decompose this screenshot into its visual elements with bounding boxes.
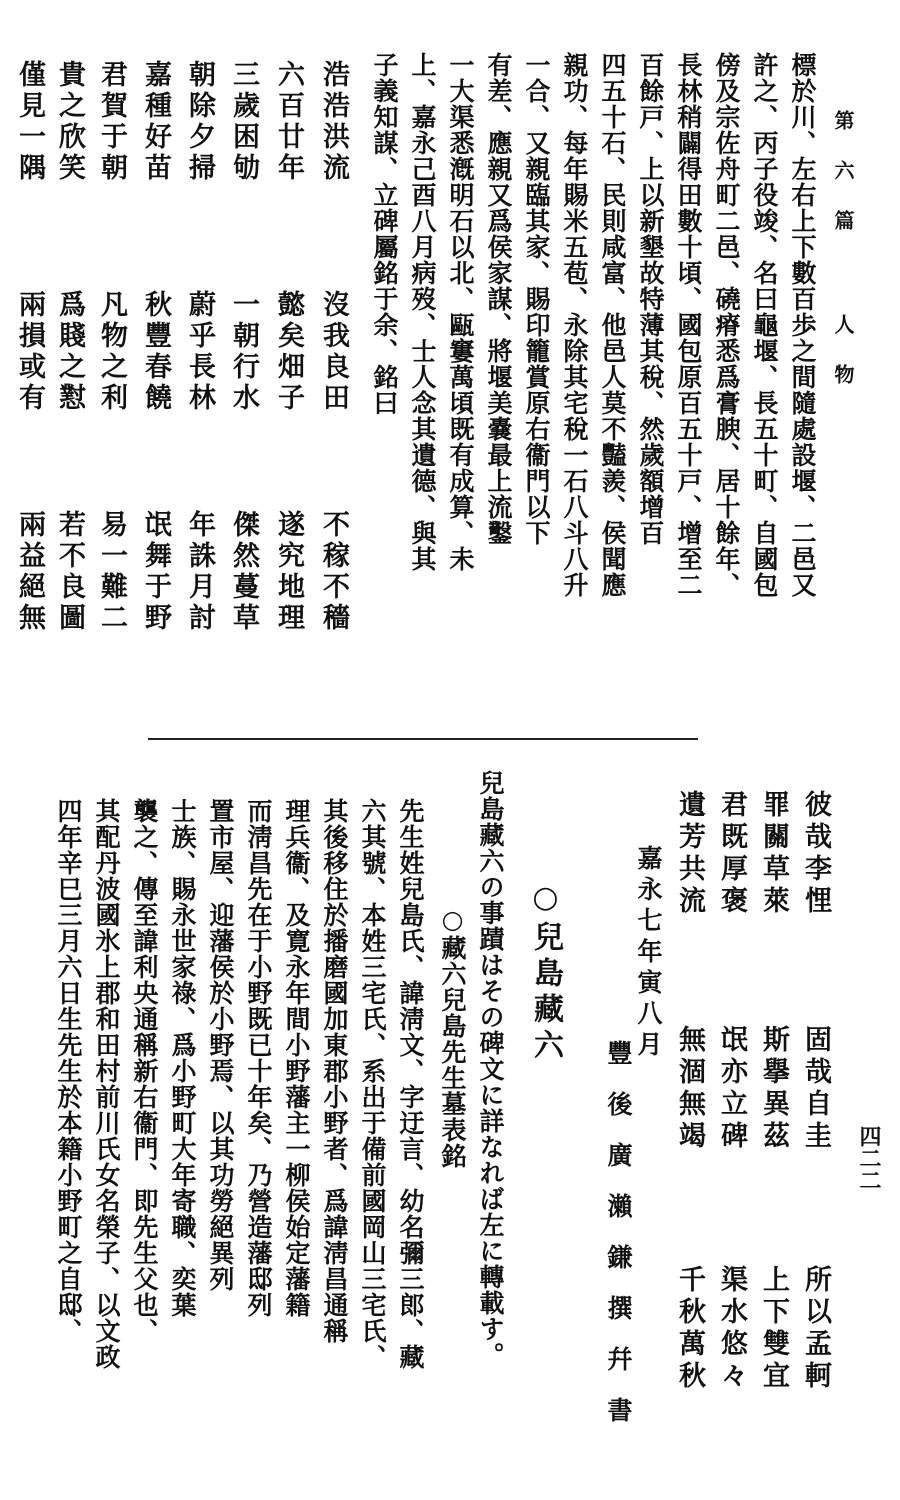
verse-line: 爲賤之懟 (54, 290, 85, 414)
verse-line: 遺芳共流 (674, 790, 705, 918)
verse-line: 君賀于朝 (96, 60, 127, 184)
section-intro: 兒島藏六の事蹟はその碑文に詳なれば左に轉載す。 (476, 770, 505, 1368)
prose-column: 四年辛巳三月六日生先生於本籍小野町之自邸、 (54, 798, 83, 1344)
verse-line: 蔚乎長林 (184, 290, 215, 414)
prose-column: 先生姓兒島氏、諱淸文、字迂言、幼名彌三郎、藏 (396, 798, 425, 1370)
prose-column: 一大渠悉漑明石以北、甌窶萬頃既有成算、未 (446, 52, 475, 572)
verse-line: 所以孟軻 (800, 1265, 831, 1393)
prose-column: 而淸昌先在于小野既已十年矣、乃營造藩邸列 (244, 798, 273, 1318)
verse-line: 遂究地理 (273, 510, 304, 634)
prose-column: 其後移住於播磨國加東郡小野者、爲諱淸昌通稱 (320, 798, 349, 1344)
section-divider (148, 738, 698, 740)
verse-line: 氓舞于野 (140, 510, 171, 634)
verse-line: 凡物之利 (96, 290, 127, 414)
prose-column: 傍及宗佐舟町二邑、磽瘠悉爲膏腴、居十餘年、 (712, 52, 741, 598)
verse-line: 三歲困劬 (228, 60, 259, 184)
prose-column: 四五十石、民則咸富、他邑人莫不豔羨、侯聞應 (598, 52, 627, 598)
verse-line: 貴之欣笑 (54, 60, 85, 184)
prose-column: 長林稍闢得田數十頃、國包原百五十戸、增至二 (674, 52, 703, 598)
prose-column: 上、嘉永己酉八月病歿、士人念其遺德、與其 (408, 52, 437, 572)
inscription-author: 豐後廣瀨鎌撰幷書 (604, 1040, 633, 1448)
verse-line: 傑然蔓草 (228, 510, 259, 634)
verse-line: 千秋萬秋 (674, 1265, 705, 1393)
section-subtitle: ○藏六兒島先生墓表銘 (438, 905, 467, 1169)
verse-line: 朝除夕掃 (184, 60, 215, 184)
verse-line: 僅見一隅 (14, 60, 45, 184)
chapter-header: 第六篇 人物 (831, 110, 855, 414)
verse-line: 彼哉李悝 (800, 790, 831, 918)
prose-column: 襲之、傳至諱利央通稱新右衞門、即先生父也、 (130, 798, 159, 1344)
verse-line: 渠水悠々 (716, 1265, 747, 1393)
verse-line: 無涸無竭 (674, 1025, 705, 1153)
prose-column: 六其號、本姓三宅氏、系出于備前國岡山三宅氏、 (358, 798, 387, 1370)
prose-column: 百餘戸、上以新墾故特薄其稅、然歲額增百 (636, 52, 665, 546)
section-title: ○兒島藏六 (528, 880, 563, 1065)
prose-column: 理兵衞、及寛永年間小野藩主一柳侯始定藩籍 (282, 798, 311, 1318)
prose-column: 許之、丙子役竣、名曰龜堰、長五十町、自國包 (750, 52, 779, 598)
verse-line: 年誅月討 (184, 510, 215, 634)
prose-column: 士族、賜永世家祿、爲小野町大年寄職、奕葉 (168, 798, 197, 1318)
verse-line: 兩益絕無 (14, 510, 45, 634)
prose-column: 其配丹波國氷上郡和田村前川氏女名榮子、以文政 (92, 798, 121, 1370)
prose-column: 親功、每年賜米五苞、永除其宅稅一石八斗八升 (560, 52, 589, 598)
verse-line: 懿矣畑子 (273, 290, 304, 414)
verse-line: 六百廿年 (273, 60, 304, 184)
prose-column: 子義知謀、立碑屬銘于余、銘曰 (370, 52, 399, 416)
verse-line: 兩損或有 (14, 290, 45, 414)
verse-line: 君既厚褒 (716, 790, 747, 918)
verse-line: 不稼不穡 (318, 510, 349, 634)
verse-line: 氓亦立碑 (716, 1025, 747, 1153)
verse-line: 秋豐春饒 (140, 290, 171, 414)
verse-line: 沒我良田 (318, 290, 349, 414)
prose-column: 置市屋、迎藩侯於小野焉、以其功勞絕異列 (206, 798, 235, 1292)
verse-line: 嘉種好苗 (140, 60, 171, 184)
inscription-date: 嘉永七年寅八月 (634, 845, 663, 1062)
verse-line: 浩浩洪流 (318, 60, 349, 184)
prose-column: 有差、應親又爲侯家謀、將堰美嚢最上流鑿 (484, 52, 513, 546)
verse-line: 斯擧異茲 (758, 1025, 789, 1153)
prose-column: 一合、又親臨其家、賜印籠賞原右衞門以下 (522, 52, 551, 546)
verse-line: 固哉自圭 (800, 1025, 831, 1153)
verse-line: 一朝行水 (228, 290, 259, 414)
prose-column: 標於川、左右上下數百歩之間隨處設堰、二邑又 (788, 52, 817, 598)
verse-line: 上下雙宜 (758, 1265, 789, 1393)
page-number: 四二二 (856, 1125, 882, 1191)
verse-line: 易一難二 (96, 510, 127, 634)
verse-line: 罪關草萊 (758, 790, 789, 918)
verse-line: 若不良圖 (54, 510, 85, 634)
